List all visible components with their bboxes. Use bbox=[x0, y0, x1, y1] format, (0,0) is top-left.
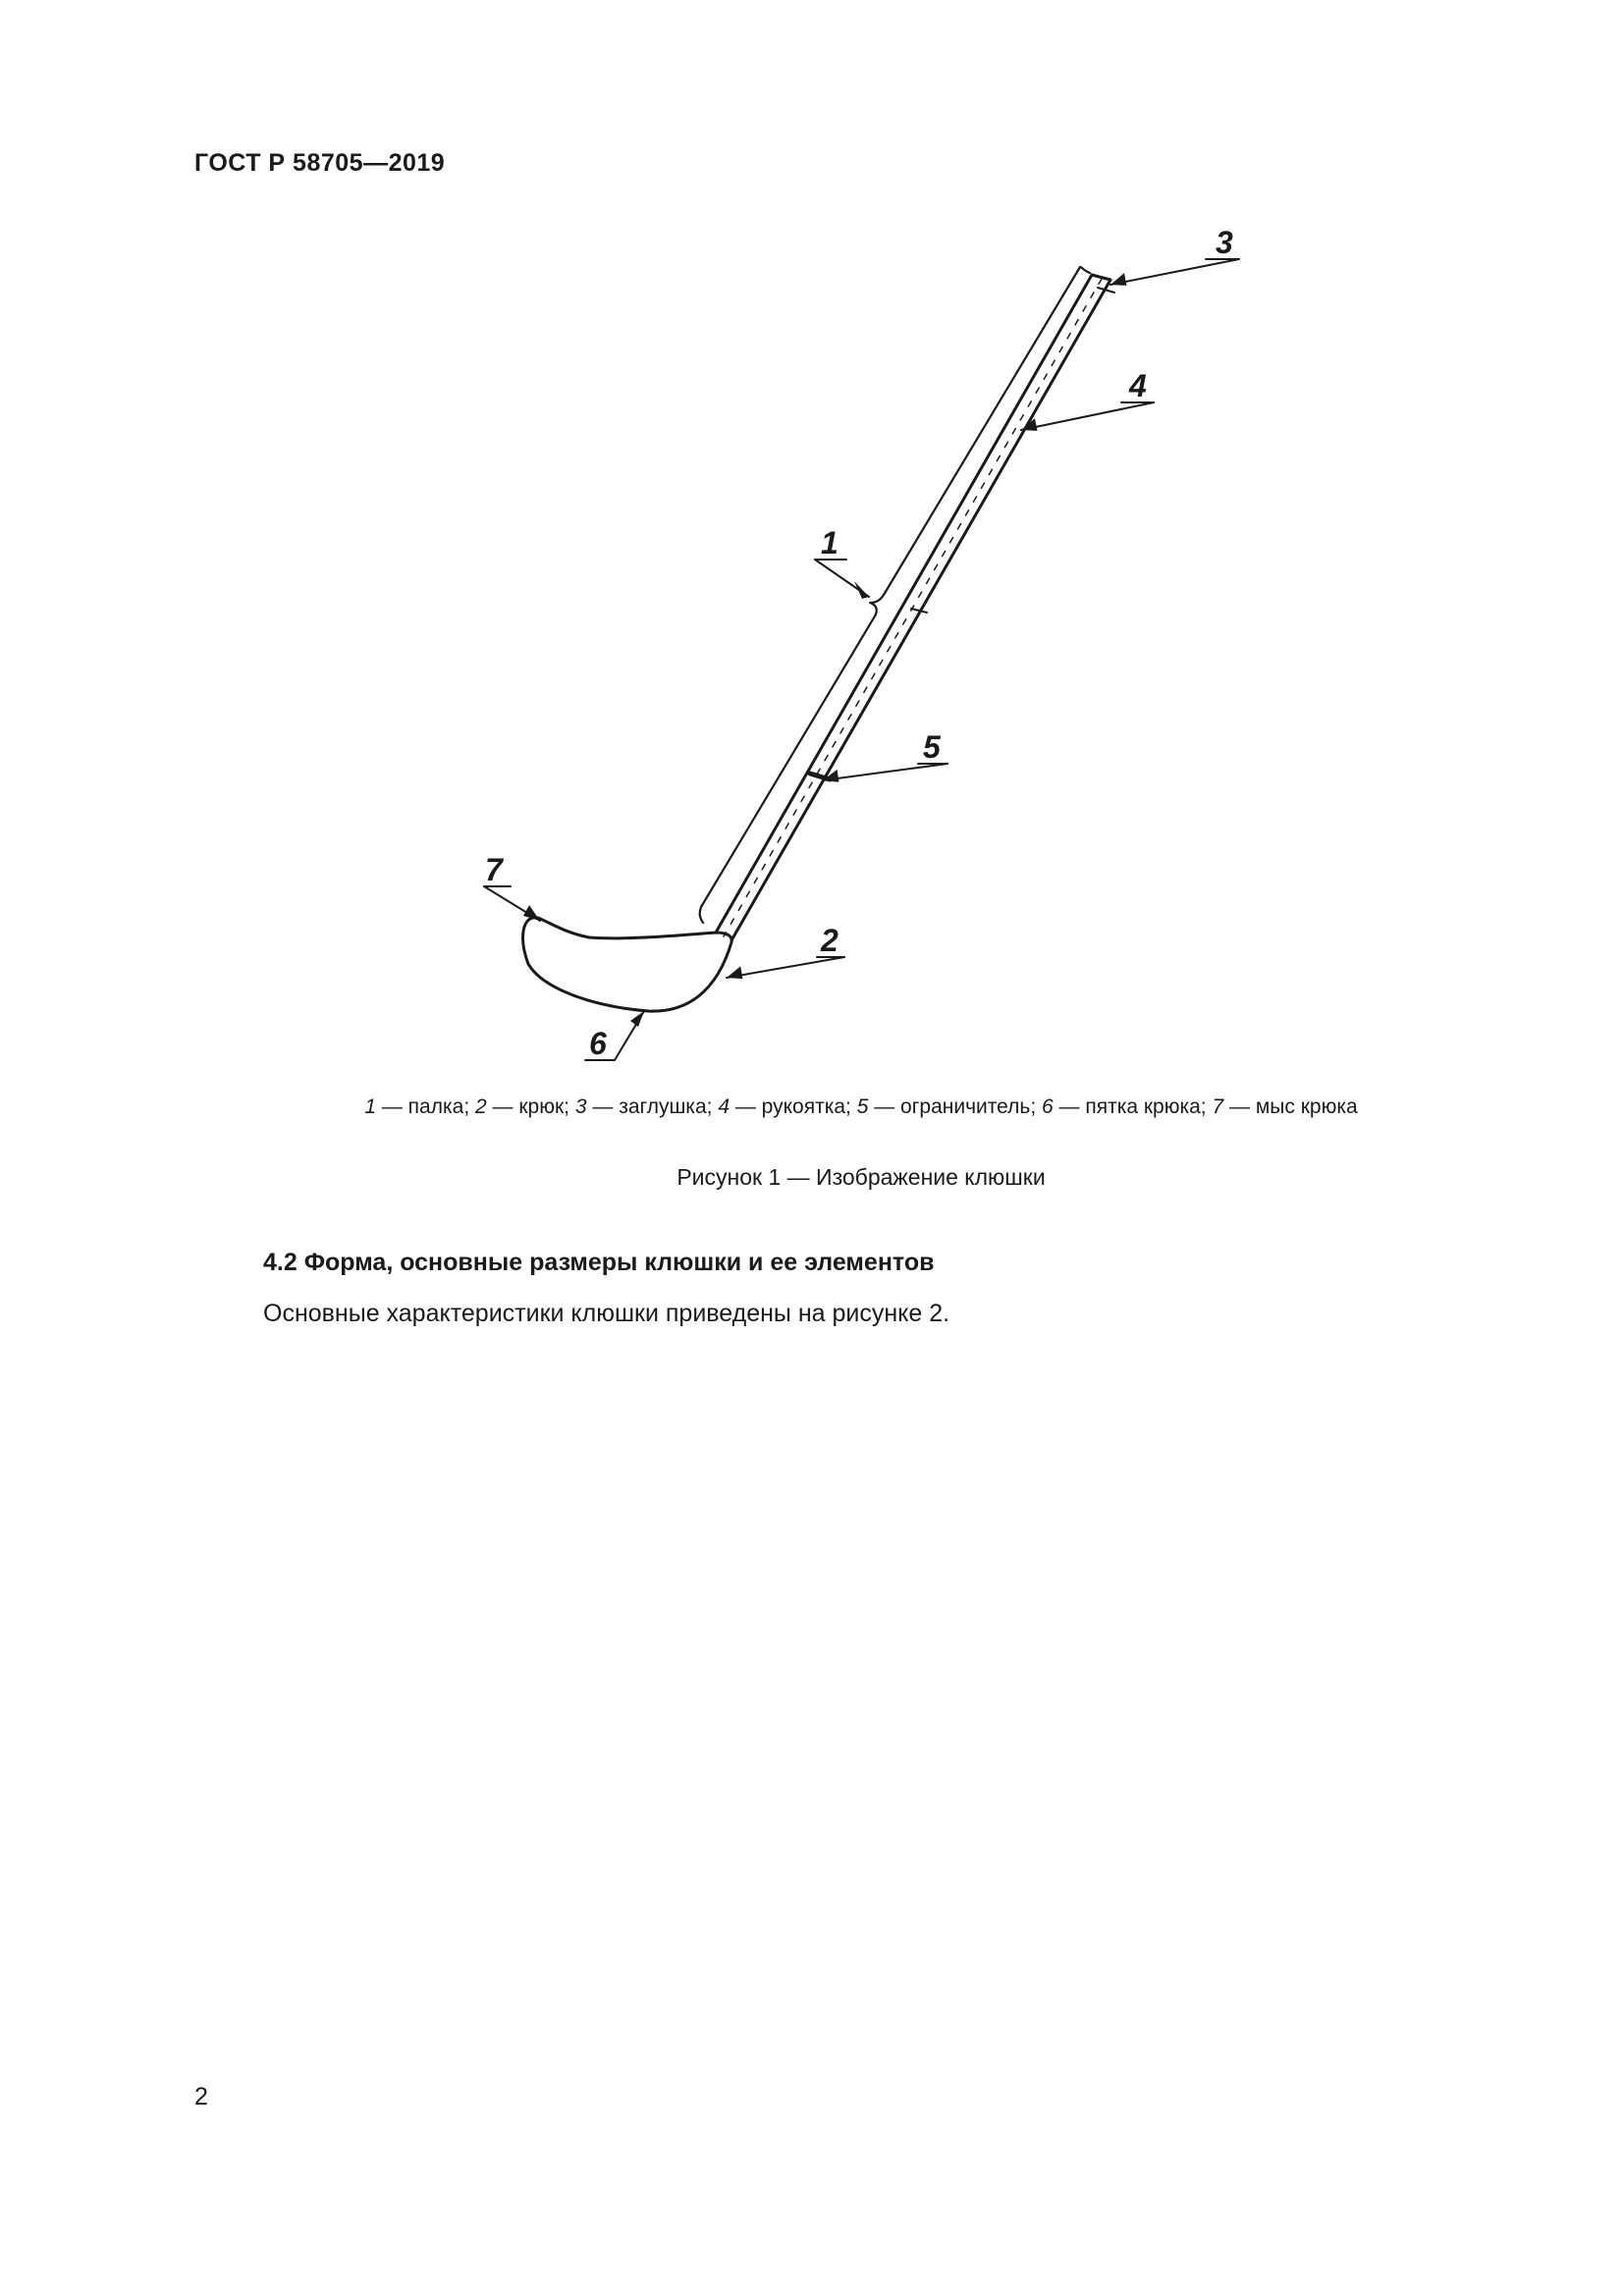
legend-num-2: 2 bbox=[475, 1095, 487, 1118]
section-paragraph: Основные характеристики клюшки приведены на рисунке 2. bbox=[263, 1300, 950, 1327]
leader-4 bbox=[1021, 402, 1154, 430]
blade-outline bbox=[523, 918, 732, 1011]
callout-5: 5 bbox=[923, 729, 941, 765]
figure-legend bbox=[0, 1095, 1624, 1119]
shaft-inner-line bbox=[724, 279, 1102, 936]
document-header: ГОСТ Р 58705—2019 bbox=[194, 149, 446, 177]
legend-num-1: 1 bbox=[364, 1095, 377, 1118]
figure-hockey-stick bbox=[0, 0, 1624, 1099]
leader-3 bbox=[1110, 259, 1239, 285]
shaft-edge-left bbox=[716, 275, 1092, 933]
arrowhead-2 bbox=[725, 966, 742, 982]
arrowhead-6 bbox=[630, 1011, 644, 1027]
legend-text-3: — заглушка; bbox=[586, 1095, 719, 1118]
bracket-palka bbox=[700, 267, 1090, 923]
callout-4: 4 bbox=[1129, 368, 1147, 403]
legend-text-2: — крюк; bbox=[486, 1095, 575, 1118]
legend-num-7: 7 bbox=[1212, 1095, 1224, 1118]
legend-num-4: 4 bbox=[718, 1095, 730, 1118]
arrowhead-1 bbox=[854, 581, 869, 599]
page-number: 2 bbox=[194, 2083, 208, 2110]
leader-5 bbox=[823, 764, 947, 780]
figure-caption: Рисунок 1 — Изображение клюшки bbox=[677, 1164, 1046, 1190]
legend-num-5: 5 bbox=[856, 1095, 869, 1118]
hockey-stick-drawing bbox=[0, 0, 1624, 1099]
section-heading: 4.2 Форма, основные размеры клюшки и ее элементов bbox=[263, 1249, 935, 1276]
legend-num-6: 6 bbox=[1041, 1095, 1054, 1118]
leader-2 bbox=[727, 957, 844, 978]
callout-1: 1 bbox=[821, 525, 839, 561]
legend-text-4: — рукоятка; bbox=[730, 1095, 857, 1118]
legend-num-3: 3 bbox=[574, 1095, 587, 1118]
legend-text-6: — пятка крюка; bbox=[1053, 1095, 1213, 1118]
legend-text-5: — ограничитель; bbox=[868, 1095, 1042, 1118]
callout-6: 6 bbox=[589, 1026, 607, 1061]
legend-text-1: — палка; bbox=[376, 1095, 475, 1118]
callout-7: 7 bbox=[485, 852, 503, 887]
legend-text-7: — мыс крюка bbox=[1223, 1095, 1358, 1118]
callout-3: 3 bbox=[1216, 225, 1233, 260]
callout-2: 2 bbox=[821, 923, 839, 958]
